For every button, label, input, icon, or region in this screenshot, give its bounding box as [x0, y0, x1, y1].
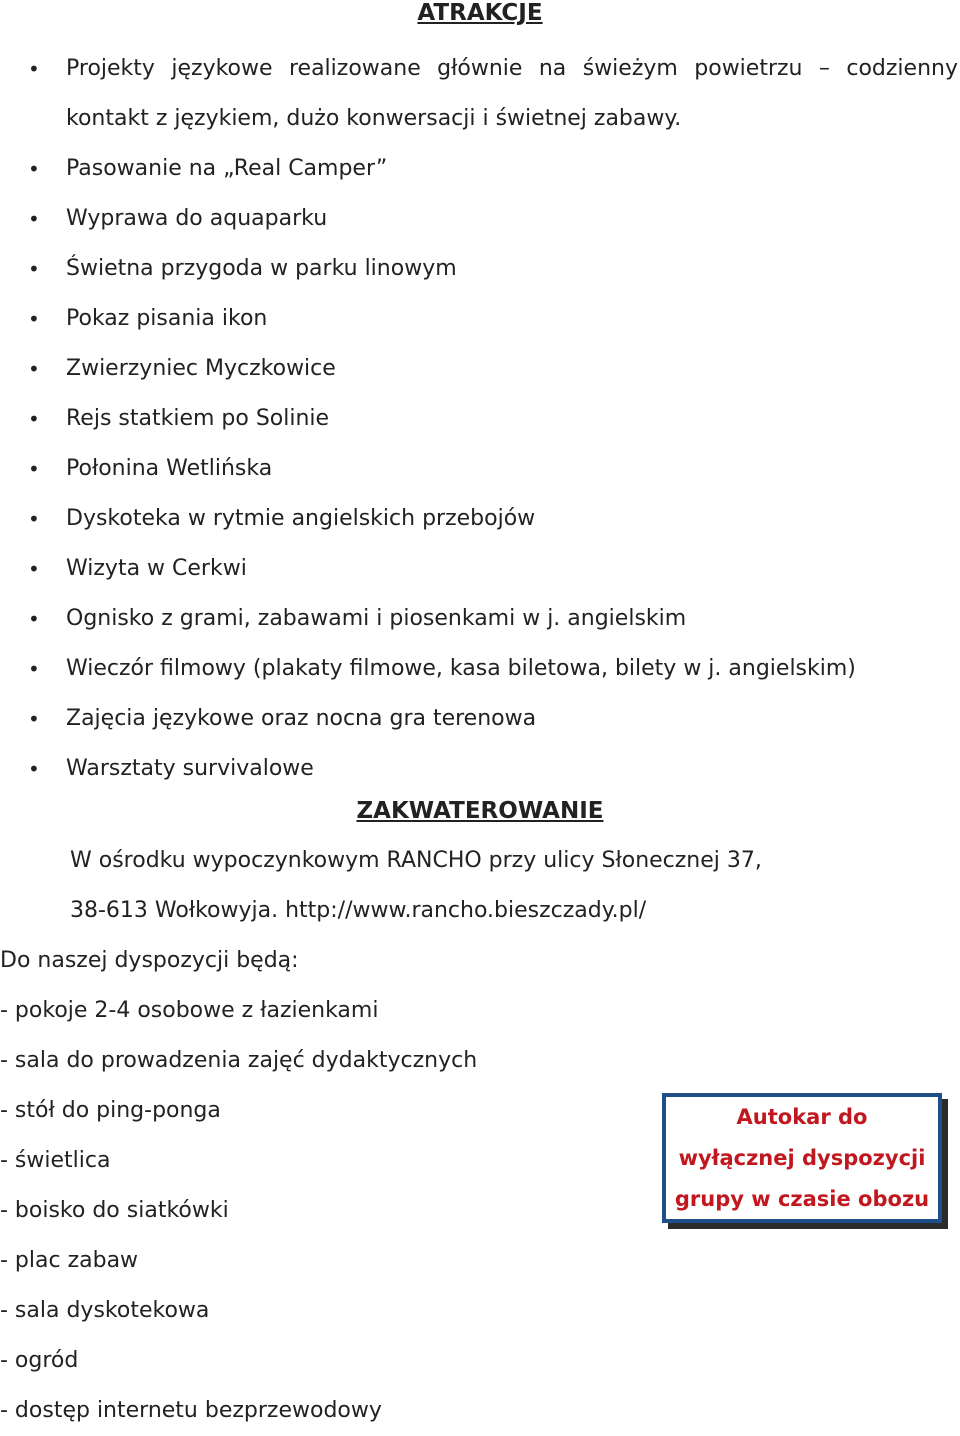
list-item	[0, 194, 960, 244]
bus-info-line: Autokar do	[736, 1104, 868, 1129]
attraction-text: Ognisko z grami, zabawami i piosenkami w j. angielskim	[66, 606, 687, 631]
accommodation-address-line: W ośrodku wypoczynkowym RANCHO przy ulicy Słonecznej 37,	[70, 848, 762, 873]
list-item	[0, 594, 960, 644]
amenities-intro: Do naszej dyspozycji będą:	[0, 948, 299, 973]
list-item: - stół do ping-ponga	[0, 1098, 221, 1123]
bullet-icon: •	[28, 57, 40, 81]
bus-info-line: grupy w czasie obozu	[674, 1186, 930, 1211]
attraction-text: Zwierzyniec Myczkowice	[66, 356, 336, 381]
bullet-icon: •	[28, 357, 40, 381]
bullet-icon: •	[28, 507, 40, 531]
attraction-text: Pasowanie na „Real Camper”	[66, 156, 388, 181]
list-item	[0, 494, 960, 544]
attraction-text: Pokaz pisania ikon	[66, 306, 268, 331]
attraction-text: Świetna przygoda w parku linowym	[66, 256, 457, 281]
attractions-heading: ATRAKCJE	[417, 0, 543, 26]
list-item	[0, 144, 960, 194]
list-item	[0, 294, 960, 344]
list-item: - świetlica	[0, 1148, 111, 1173]
list-item: - pokoje 2-4 osobowe z łazienkami	[0, 998, 379, 1023]
bullet-icon: •	[28, 707, 40, 731]
attraction-text: Zajęcia językowe oraz nocna gra terenowa	[66, 706, 537, 731]
list-item: - plac zabaw	[0, 1248, 139, 1273]
attraction-text: Połonina Wetlińska	[66, 456, 273, 481]
attractions-list	[0, 44, 960, 794]
bullet-icon: •	[28, 257, 40, 281]
list-item: - boisko do siatkówki	[0, 1198, 229, 1223]
attraction-text: Dyskoteka w rytmie angielskich przebojów	[66, 506, 536, 531]
list-item: - sala do prowadzenia zajęć dydaktycznych	[0, 1048, 478, 1073]
list-item	[0, 694, 960, 744]
bullet-icon: •	[28, 407, 40, 431]
list-item	[0, 444, 960, 494]
list-item	[0, 44, 960, 144]
amenities-list	[0, 986, 477, 1436]
attraction-text: Wyprawa do aquaparku	[66, 206, 328, 231]
attraction-text: Wieczór filmowy (plakaty filmowe, kasa biletowa, bilety w j. angielskim)	[66, 656, 856, 681]
bullet-icon: •	[28, 157, 40, 181]
accommodation-url-line: 38-613 Wołkowyja. http://www.rancho.bieszczady.pl/	[70, 898, 647, 923]
bullet-icon: •	[28, 557, 40, 581]
list-item	[0, 644, 960, 694]
bullet-icon: •	[28, 207, 40, 231]
bullet-icon: •	[28, 757, 40, 781]
list-item: - dostęp internetu bezprzewodowy	[0, 1398, 382, 1423]
bullet-icon: •	[28, 307, 40, 331]
attraction-text: Projekty językowe realizowane głównie na świeżym powietrzu – codzienny kontakt z językiem, dużo konwersacji i świetnej zabawy.	[66, 56, 958, 131]
bullet-icon: •	[28, 657, 40, 681]
list-item	[0, 744, 960, 794]
list-item	[0, 244, 960, 294]
list-item	[0, 394, 960, 444]
bus-info-box	[662, 1093, 942, 1223]
list-item: - ogród	[0, 1348, 79, 1373]
list-item: - sala dyskotekowa	[0, 1298, 210, 1323]
attraction-text: Rejs statkiem po Solinie	[66, 406, 330, 431]
attraction-text: Wizyta w Cerkwi	[66, 556, 247, 581]
list-item	[0, 344, 960, 394]
accommodation-heading: ZAKWATEROWANIE	[356, 798, 604, 824]
attraction-text: Warsztaty survivalowe	[66, 756, 314, 781]
bullet-icon: •	[28, 607, 40, 631]
bus-info-line: wyłącznej dyspozycji	[678, 1145, 926, 1170]
bullet-icon: •	[28, 457, 40, 481]
list-item	[0, 544, 960, 594]
